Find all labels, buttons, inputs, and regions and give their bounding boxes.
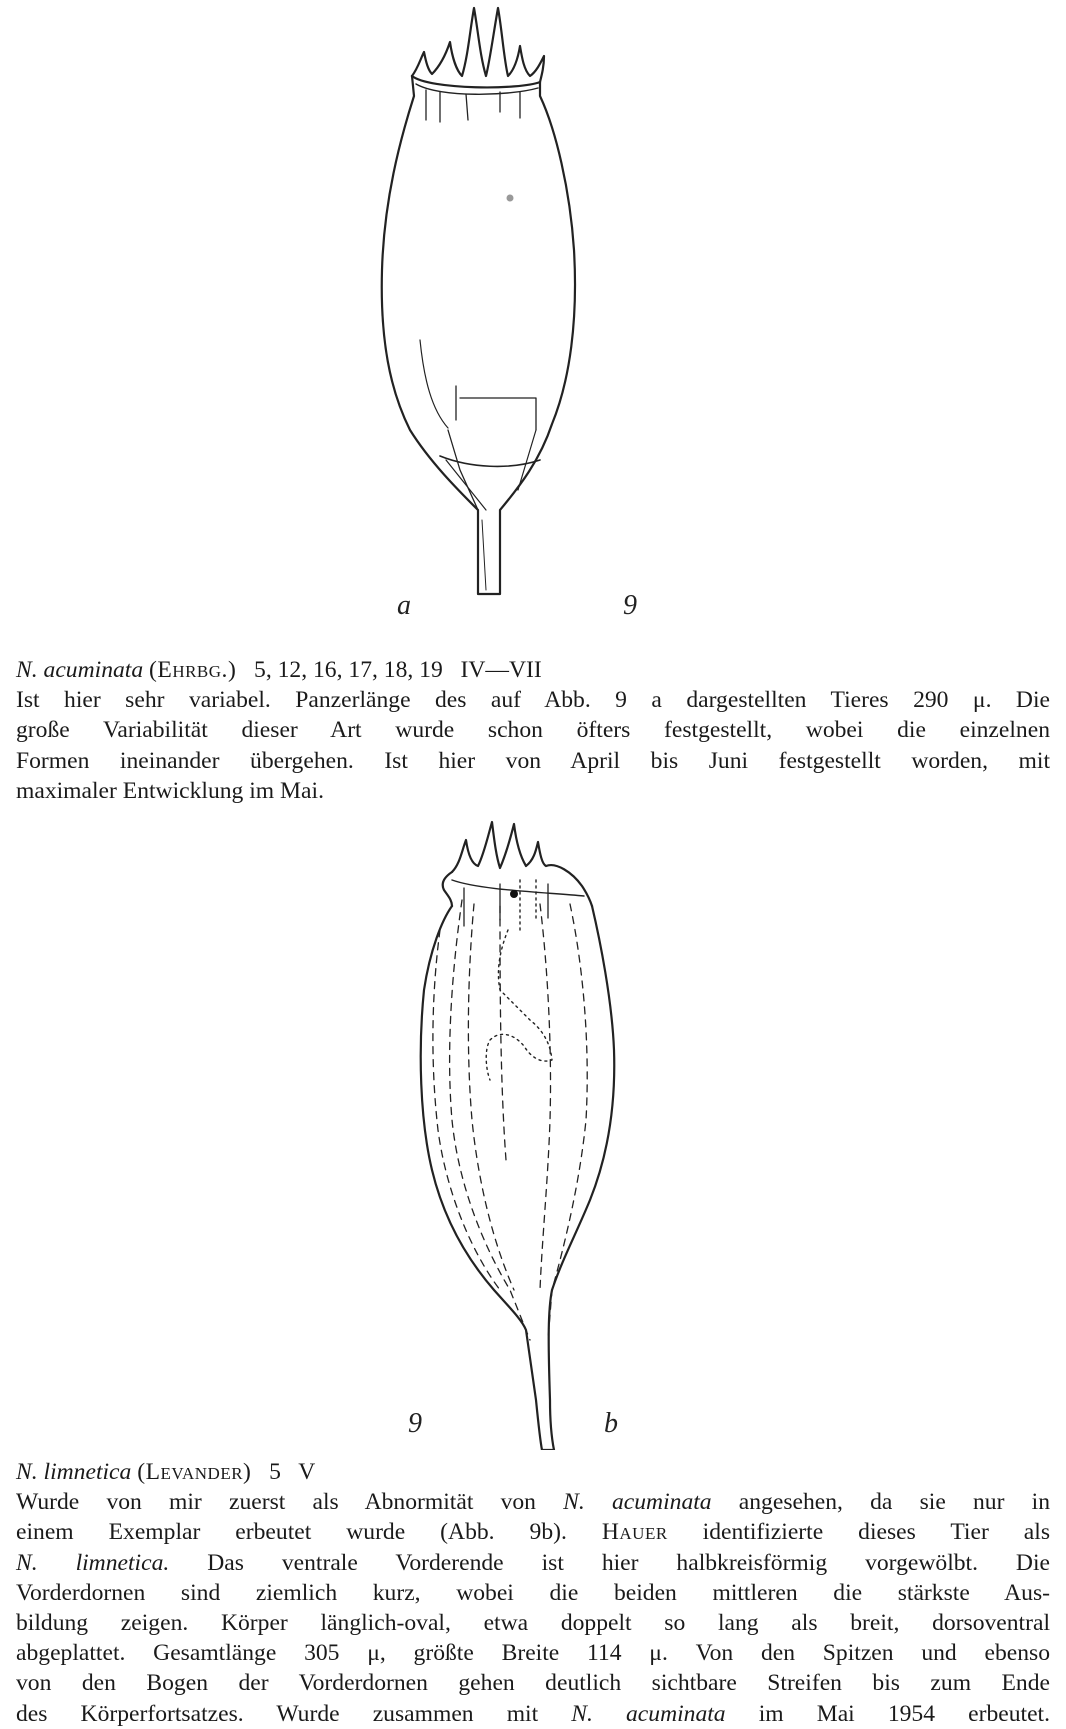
text-line: von den Bogen der Vorderdornen gehen deutlich sichtbare Streifen bis zum Ende <box>16 1670 1050 1697</box>
text-line: maximaler Entwicklung im Mai. <box>16 777 324 804</box>
figure-b-letter: b <box>604 1408 618 1439</box>
text-line: Formen ineinander übergehen. Ist hier von April bis Juni festgestellt worden, mit <box>16 747 1050 774</box>
text-line: große Variabilität dieser Art wurde schon öfters festgestellt, wobei die einzelnen <box>16 717 1050 744</box>
text-line: N. limnetica. Das ventrale Vorderende ist hier halbkreisförmig vorgewölbt. Die <box>16 1549 1051 1576</box>
text-line: des Körperfortsatzes. Wurde zusammen mit N. acuminata im Mai 1954 erbeutet. <box>16 1700 1050 1727</box>
figure-b-number: 9 <box>408 1408 422 1439</box>
sample-numbers: 5 <box>269 1459 281 1485</box>
section-a-paragraph <box>16 655 1050 806</box>
text-line: Wurde von mir zuerst als Abnormität von N. acuminata angesehen, da sie nur in <box>16 1489 1050 1516</box>
figure-a-letter: a <box>397 590 411 621</box>
species-name-limnetica: N. limnetica <box>16 1459 132 1485</box>
text-line: Vorderdornen sind ziemlich kurz, wobei die beiden mittleren die stärkste Aus- <box>16 1579 1050 1606</box>
text-line: abgeplattet. Gesamtlänge 305 μ, größte Breite 114 μ. Von den Spitzen und ebenso <box>16 1640 1050 1667</box>
text-line: einem Exemplar erbeutet wurde (Abb. 9b). Hauer identifizierte dieses Tier als <box>16 1519 1050 1546</box>
month-range: IV—VII <box>460 657 542 683</box>
section-b-heading <box>16 1457 1050 1487</box>
species-name-acuminata: N. acuminata <box>16 657 144 683</box>
text-line: bildung zeigen. Körper länglich-oval, etwa doppelt so lang als breit, dorsoventral <box>16 1610 1050 1637</box>
figure-b-drawing <box>0 820 1066 1450</box>
species-author: (Levander) <box>137 1459 252 1485</box>
month-range: V <box>298 1459 316 1485</box>
figure-a-drawing <box>0 0 1066 640</box>
figure-a-number: 9 <box>623 590 637 621</box>
sample-numbers: 5, 12, 16, 17, 18, 19 <box>254 657 443 683</box>
section-b-paragraph <box>16 1457 1050 1729</box>
species-author: (Ehrbg.) <box>149 657 237 683</box>
text-line: Ist hier sehr variabel. Panzerlänge des auf Abb. 9 a dargestellten Tieres 290 μ. Die <box>16 687 1050 714</box>
section-a-heading <box>16 655 1050 685</box>
